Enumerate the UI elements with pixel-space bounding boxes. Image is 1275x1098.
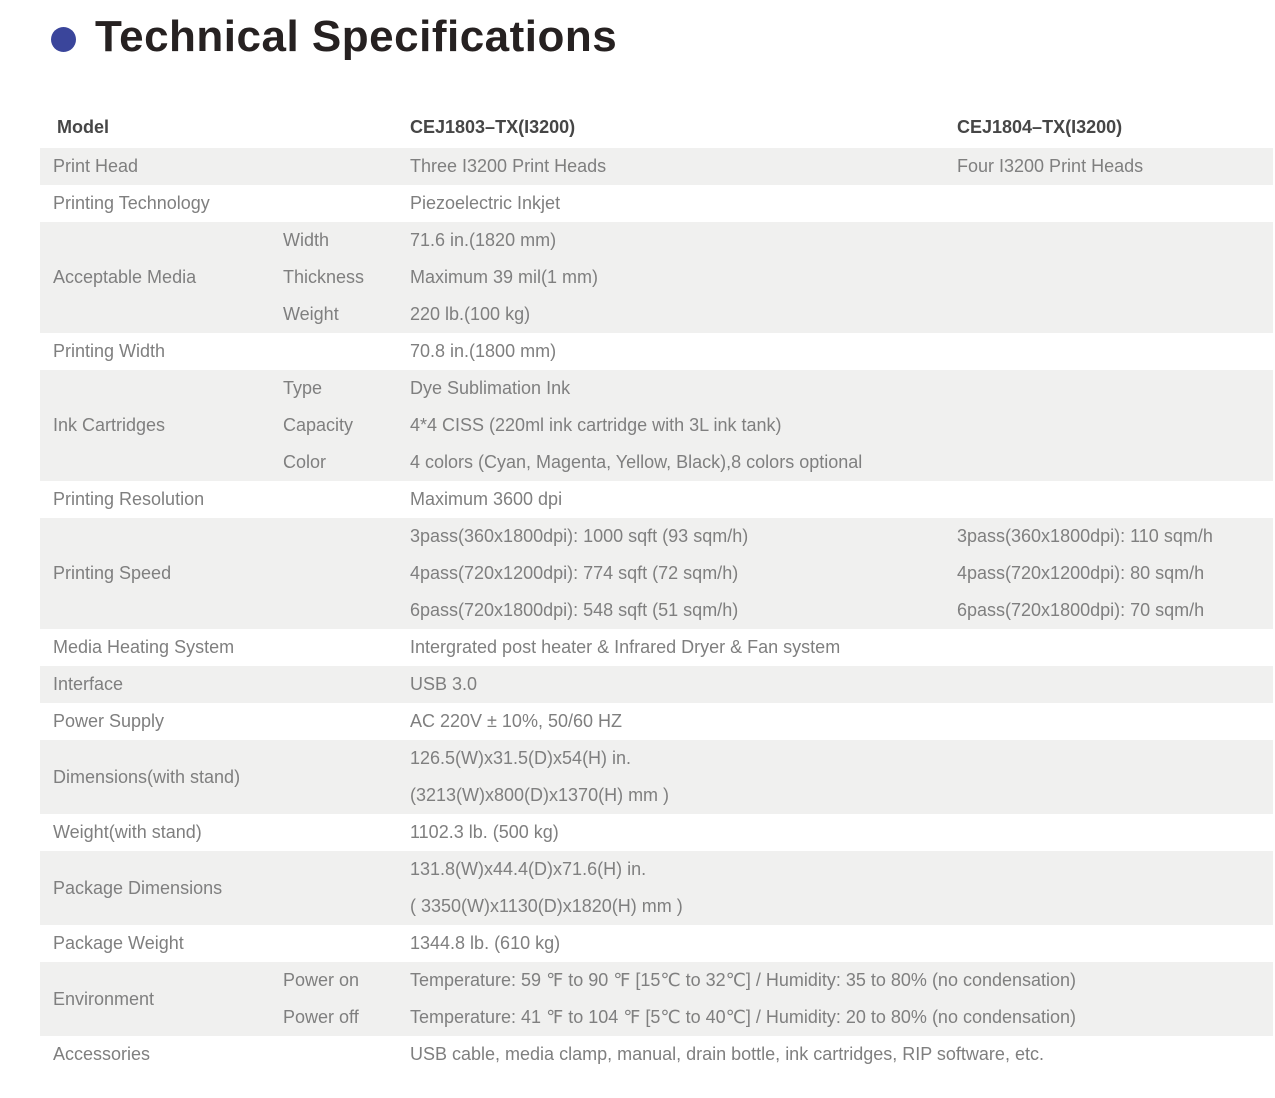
row-interface bbox=[40, 666, 1273, 703]
page-title: Technical Specifications bbox=[95, 12, 618, 61]
header-model-label: Model bbox=[57, 116, 109, 137]
row-printing-width bbox=[40, 333, 1273, 370]
row-weight-with-stand bbox=[40, 814, 1273, 851]
row-value-a: 4*4 CISS (220ml ink cartridge with 3L ink tank) bbox=[410, 415, 782, 436]
row-label: Accessories bbox=[53, 1044, 151, 1065]
row-sublabel: Color bbox=[283, 452, 327, 473]
row-value-a: 3pass(360x1800dpi): 1000 sqft (93 sqm/h) bbox=[410, 526, 749, 547]
row-value-a: 4 colors (Cyan, Magenta, Yellow, Black),8 colors optional bbox=[410, 452, 863, 473]
row-printing-technology bbox=[40, 185, 1273, 222]
page-header bbox=[0, 0, 1275, 61]
row-ink-cartridges bbox=[40, 370, 1273, 481]
row-label: Printing Width bbox=[53, 341, 166, 362]
row-value-a: USB 3.0 bbox=[410, 674, 478, 695]
row-value-a: 71.6 in.(1820 mm) bbox=[410, 230, 557, 251]
row-environment bbox=[40, 962, 1273, 1036]
row-label: Environment bbox=[53, 988, 155, 1009]
row-printing-speed bbox=[40, 518, 1273, 629]
row-label: Power Supply bbox=[53, 711, 165, 732]
row-label: Printing Speed bbox=[53, 563, 172, 584]
row-value-a: Maximum 3600 dpi bbox=[410, 489, 563, 510]
row-sublabel: Weight bbox=[283, 304, 339, 325]
row-value-a: 126.5(W)x31.5(D)x54(H) in. bbox=[410, 748, 632, 769]
row-label: Package Weight bbox=[53, 933, 184, 954]
row-package-dimensions bbox=[40, 851, 1273, 925]
row-value-a: Dye Sublimation Ink bbox=[410, 378, 571, 399]
row-value-b: Four I3200 Print Heads bbox=[957, 156, 1144, 177]
row-label: Weight(with stand) bbox=[53, 822, 202, 843]
row-label: Acceptable Media bbox=[53, 267, 197, 288]
row-label: Dimensions(with stand) bbox=[53, 766, 241, 787]
row-sublabel: Width bbox=[283, 230, 330, 251]
row-sublabel: Type bbox=[283, 378, 323, 399]
row-printing-resolution bbox=[40, 481, 1273, 518]
row-label: Package Dimensions bbox=[53, 877, 223, 898]
row-value-a: Maximum 39 mil(1 mm) bbox=[410, 267, 599, 288]
row-sublabel: Power on bbox=[283, 970, 360, 991]
row-dimensions-with-stand bbox=[40, 740, 1273, 814]
row-value-a: 131.8(W)x44.4(D)x71.6(H) in. bbox=[410, 859, 647, 880]
row-value-b: 6pass(720x1800dpi): 70 sqm/h bbox=[957, 600, 1205, 621]
row-accessories bbox=[40, 1036, 1273, 1073]
row-value-a: (3213(W)x800(D)x1370(H) mm ) bbox=[410, 785, 670, 806]
row-value-a: Temperature: 41 ℉ to 104 ℉ [5℃ to 40℃] / Humidity: 20 to 80% (no condensation) bbox=[410, 1007, 1077, 1028]
spec-table bbox=[40, 106, 1273, 1073]
row-value-a: AC 220V ± 10%, 50/60 HZ bbox=[410, 711, 622, 732]
row-value-a: Piezoelectric Inkjet bbox=[410, 193, 561, 214]
row-value-b: 3pass(360x1800dpi): 110 sqm/h bbox=[957, 526, 1213, 547]
row-label: Printing Technology bbox=[53, 193, 210, 214]
row-value-a: 6pass(720x1800dpi): 548 sqft (51 sqm/h) bbox=[410, 600, 739, 621]
row-value-a: 70.8 in.(1800 mm) bbox=[410, 341, 557, 362]
row-value-a: 1344.8 lb. (610 kg) bbox=[410, 933, 561, 954]
row-label: Print Head bbox=[53, 156, 139, 177]
row-media-heating-system bbox=[40, 629, 1273, 666]
header-model-cej1803: CEJ1803–TX(I3200) bbox=[410, 116, 576, 137]
row-value-a: 4pass(720x1200dpi): 774 sqft (72 sqm/h) bbox=[410, 563, 739, 584]
row-package-weight bbox=[40, 925, 1273, 962]
row-value-a: Intergrated post heater & Infrared Dryer & Fan system bbox=[410, 637, 841, 658]
row-acceptable-media bbox=[40, 222, 1273, 333]
row-value-a: Temperature: 59 ℉ to 90 ℉ [15℃ to 32℃] / Humidity: 35 to 80% (no condensation) bbox=[410, 970, 1077, 991]
row-value-b: 4pass(720x1200dpi): 80 sqm/h bbox=[957, 563, 1205, 584]
row-power-supply bbox=[40, 703, 1273, 740]
table-header-row bbox=[40, 106, 1273, 148]
row-label: Printing Resolution bbox=[53, 489, 205, 510]
row-label: Media Heating System bbox=[53, 637, 235, 658]
row-sublabel: Thickness bbox=[283, 267, 365, 288]
row-label: Interface bbox=[53, 674, 124, 695]
row-value-a: 1102.3 lb. (500 kg) bbox=[410, 822, 559, 843]
row-value-a: 220 lb.(100 kg) bbox=[410, 304, 531, 325]
bullet-icon bbox=[51, 27, 76, 52]
row-sublabel: Power off bbox=[283, 1007, 359, 1028]
header-model-cej1804: CEJ1804–TX(I3200) bbox=[957, 116, 1123, 137]
row-sublabel: Capacity bbox=[283, 415, 354, 436]
row-value-a: ( 3350(W)x1130(D)x1820(H) mm ) bbox=[410, 896, 683, 917]
row-print-head bbox=[40, 148, 1273, 185]
row-value-a: USB cable, media clamp, manual, drain bottle, ink cartridges, RIP software, etc. bbox=[410, 1044, 1044, 1065]
row-label: Ink Cartridges bbox=[53, 415, 166, 436]
row-value-a: Three I3200 Print Heads bbox=[410, 156, 607, 177]
